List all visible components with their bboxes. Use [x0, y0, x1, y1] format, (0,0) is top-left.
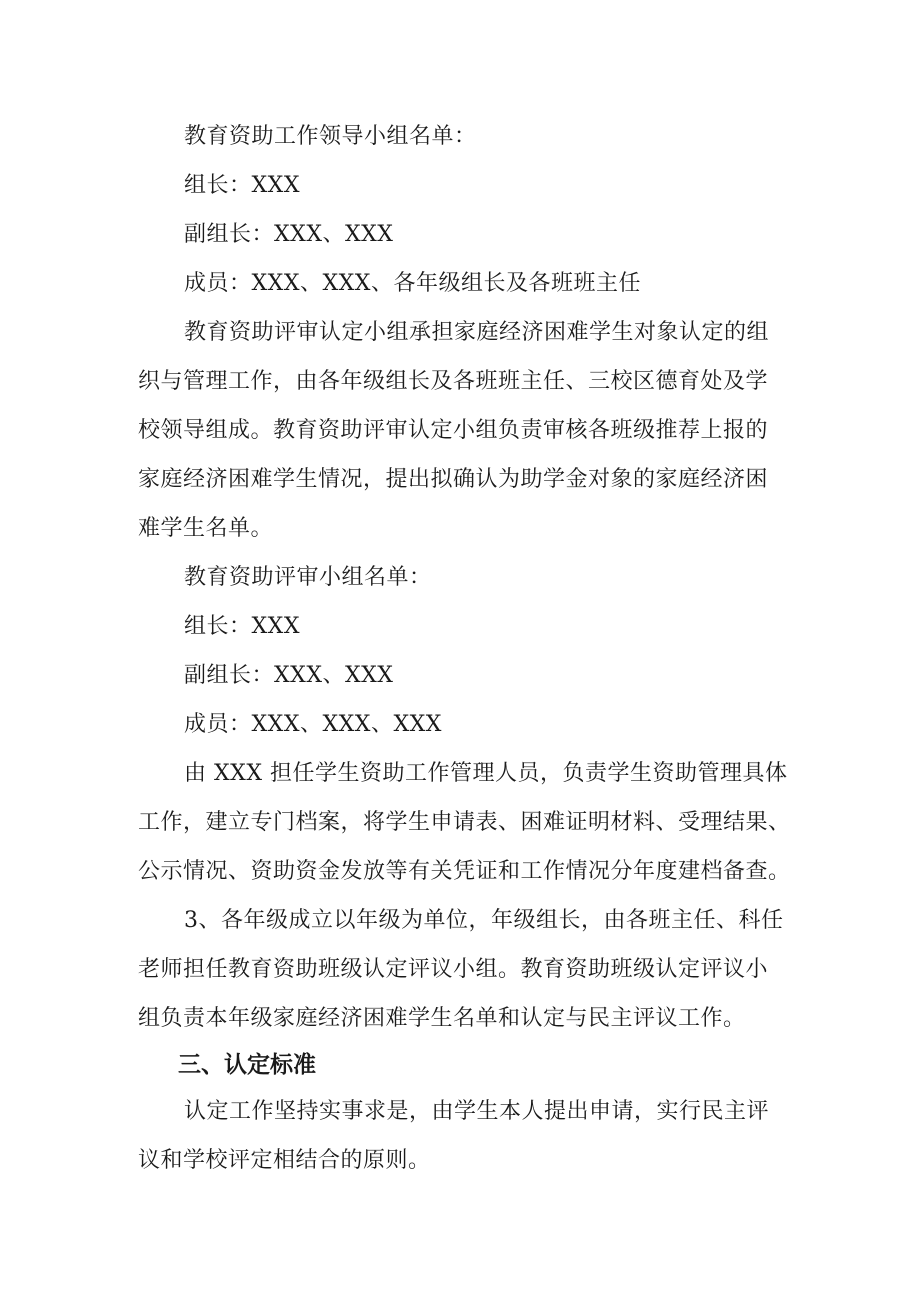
review-description-line: 家庭经济困难学生情况，提出拟确认为助学金对象的家庭经济困	[138, 467, 769, 492]
leadership-group-deputy: 副组长：XXX、XXX	[184, 222, 394, 247]
review-group-deputy: 副组长：XXX、XXX	[184, 663, 394, 688]
item3-paragraph-line: 老师担任教育资助班级认定评议小组。教育资助班级认定评议小	[138, 957, 769, 982]
item3-paragraph-line: 组负责本年级家庭经济困难学生名单和认定与民主评议工作。	[138, 1006, 746, 1031]
section-heading: 三、认定标准	[178, 1052, 316, 1078]
leadership-group-members: 成员：XXX、XXX、各年级组长及各班班主任	[184, 271, 641, 296]
review-description-line: 校领导组成。教育资助评审认定小组负责审核各班级推荐上报的	[138, 418, 769, 443]
review-description-line: 教育资助评审认定小组承担家庭经济困难学生对象认定的组	[184, 320, 770, 345]
review-group-title: 教育资助评审小组名单：	[184, 565, 432, 590]
leadership-group-title: 教育资助工作领导小组名单：	[184, 124, 477, 149]
review-description-line: 难学生名单。	[138, 516, 274, 541]
management-paragraph-line: 工作，建立专门档案，将学生申请表、困难证明材料、受理结果、	[138, 810, 791, 835]
management-paragraph-line: 由 XXX 担任学生资助工作管理人员，负责学生资助管理具体	[184, 761, 788, 786]
review-description-line: 织与管理工作，由各年级组长及各班班主任、三校区德育处及学	[138, 369, 769, 394]
management-paragraph-line: 公示情况、资助资金发放等有关凭证和工作情况分年度建档备查。	[138, 859, 791, 884]
document-page	[138, 112, 806, 1185]
item3-paragraph-line: 3、各年级成立以年级为单位，年级组长，由各班主任、科任	[184, 908, 784, 933]
standards-paragraph-line: 议和学校评定相结合的原则。	[138, 1148, 431, 1173]
review-group-leader: 组长：XXX	[184, 614, 300, 639]
standards-paragraph-line: 认定工作坚持实事求是，由学生本人提出申请，实行民主评	[184, 1099, 770, 1124]
leadership-group-leader: 组长：XXX	[184, 173, 300, 198]
review-group-members: 成员：XXX、XXX、XXX	[184, 712, 442, 737]
